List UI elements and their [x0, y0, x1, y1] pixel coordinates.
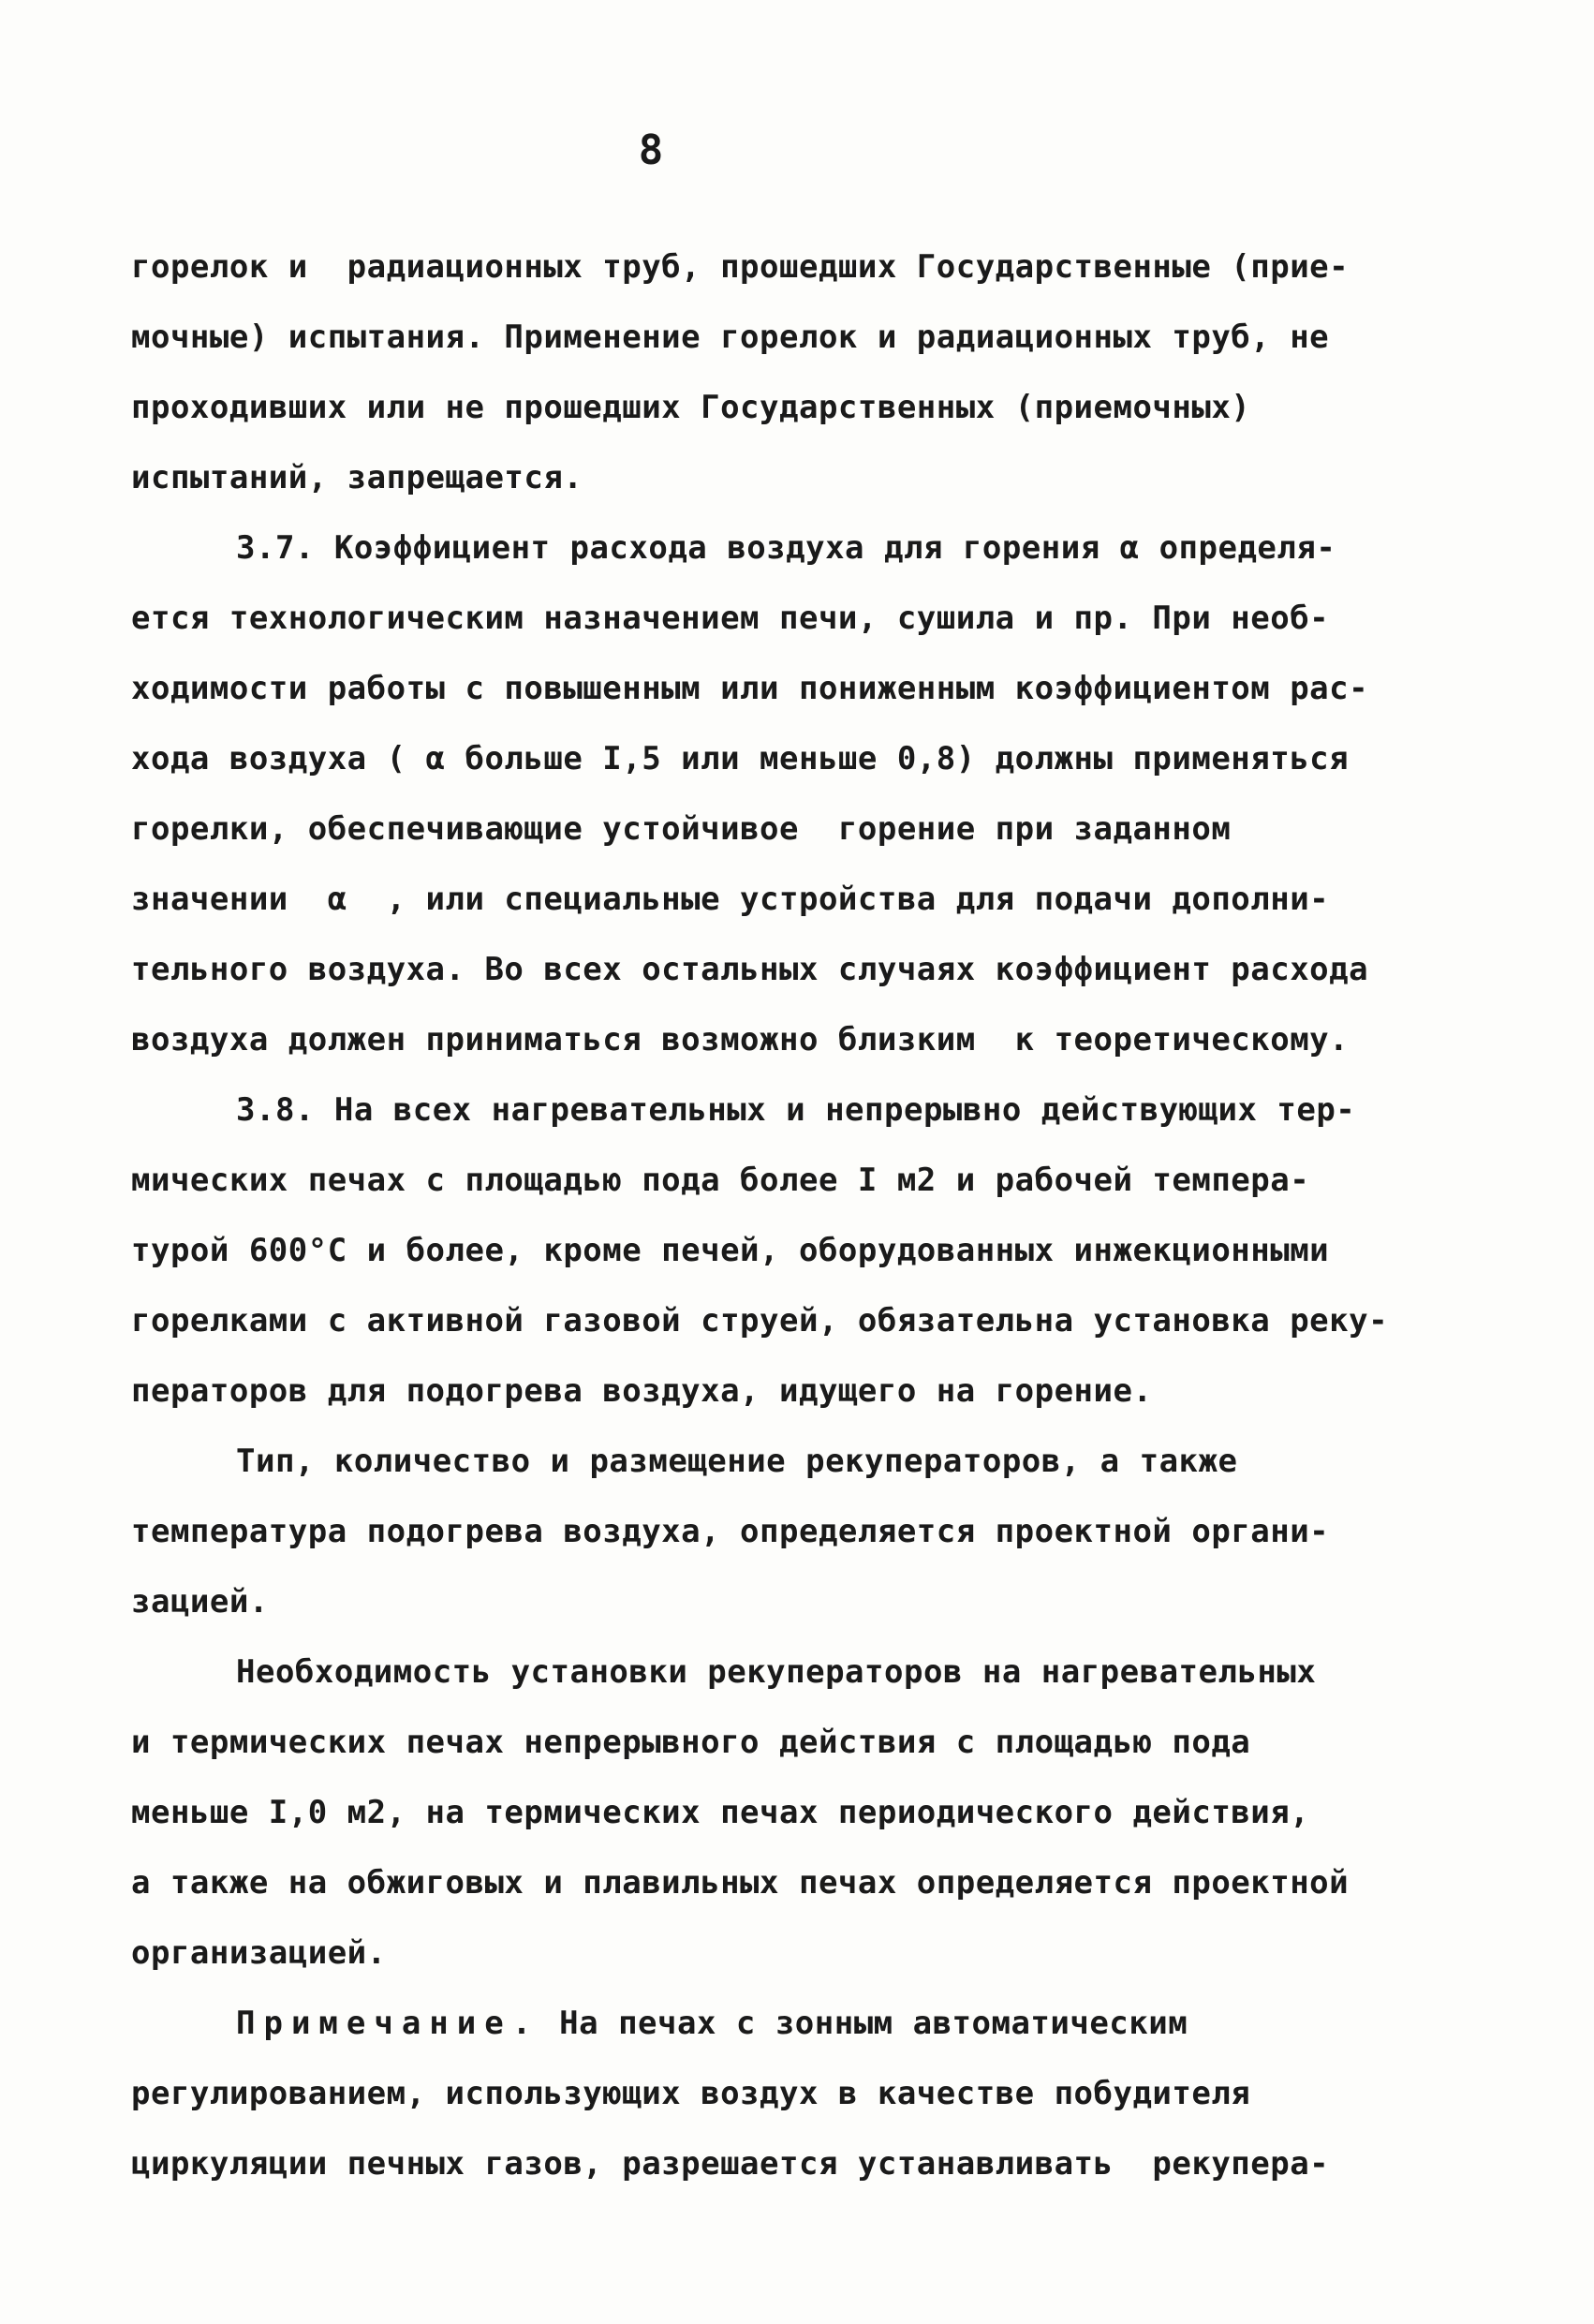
text-line: а также на обжиговых и плавильных печах определяется проектной: [131, 1864, 1350, 1902]
text-line: проходивших или не прошедших Государственных (приемочных): [131, 389, 1251, 426]
text-line: температура подогрева воздуха, определяется проектной органи-: [131, 1513, 1330, 1550]
text-line: меньше I,0 м2, на термических печах периодического действия,: [131, 1794, 1310, 1831]
text-line: тельного воздуха. Во всех остальных случаях коэффициент расхода: [131, 951, 1369, 988]
paragraph-start: Тип, количество и размещение рекуператоров, а также: [236, 1443, 1238, 1480]
text-line: ходимости работы с повышенным или пониженным коэффициентом рас-: [131, 670, 1369, 707]
text-line: горелок и радиационных труб, прошедших Государственные (прие-: [131, 248, 1350, 286]
text-line: ется технологическим назначением печи, сушила и пр. При необ-: [131, 600, 1330, 637]
body-text: [131, 232, 1480, 2199]
note-line: [131, 1989, 1480, 2059]
text-line: испытаний, запрещается.: [131, 459, 583, 496]
text-line: регулированием, использующих воздух в качестве побудителя: [131, 2075, 1251, 2112]
text-line: и термических печах непрерывного действия с площадью пода: [131, 1724, 1251, 1761]
text-line: организацией.: [131, 1934, 387, 1972]
text-line: мочные) испытания. Применение горелок и радиационных труб, не: [131, 318, 1330, 356]
section-3-8-start: 3.8. На всех нагревательных и непрерывно действующих тер-: [236, 1091, 1356, 1129]
text-line: хода воздуха ( α больше I,5 или меньше 0,8) должны применяться: [131, 740, 1350, 777]
text-line: ператоров для подогрева воздуха, идущего на горение.: [131, 1372, 1153, 1410]
text-line: турой 600°С и более, кроме печей, оборудованных инжекционными: [131, 1232, 1330, 1269]
text-line: зацией.: [131, 1583, 269, 1621]
section-3-7-start: 3.7. Коэффициент расхода воздуха для горения α определя-: [236, 529, 1336, 567]
note-text: На печах с зонным автоматическим: [559, 2005, 1188, 2042]
text-line: горелками с активной газовой струей, обязательна установка реку-: [131, 1302, 1389, 1340]
text-line: значении α , или специальные устройства для подачи дополни-: [131, 881, 1330, 918]
text-line: горелки, обеспечивающие устойчивое горение при заданном: [131, 810, 1232, 848]
paragraph-start: Необходимость установки рекуператоров на нагревательных: [236, 1653, 1317, 1691]
text-line: воздуха должен приниматься возможно близким к теоретическому.: [131, 1021, 1350, 1058]
text-line: циркуляции печных газов, разрешается устанавливать рекупера-: [131, 2145, 1330, 2183]
text-line: мических печах с площадью пода более I м2 и рабочей темпера-: [131, 1162, 1310, 1199]
page-number: 8: [638, 126, 664, 174]
note-label: Примечание.: [236, 2005, 540, 2042]
